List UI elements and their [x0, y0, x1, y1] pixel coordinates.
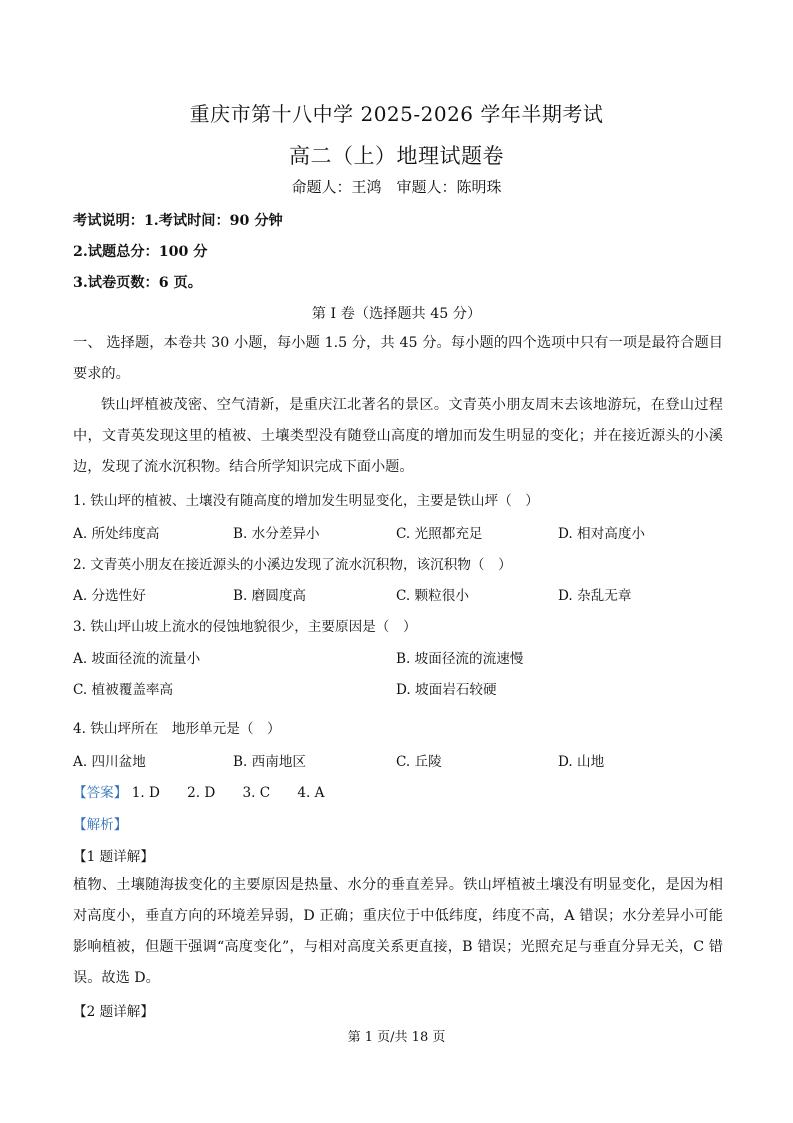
- question-4-option-c: C. 丘陵: [396, 754, 442, 770]
- question-2-option-d: D. 杂乱无章: [558, 588, 632, 604]
- q2-analysis-heading: 【2 题详解】: [73, 1004, 154, 1020]
- question-3-option-a: A. 坡面径流的流量小: [73, 651, 201, 667]
- exam-title: 重庆市第十八中学 2025-2026 学年半期考试: [189, 102, 604, 126]
- question-1-stem: 1. 铁山坪的植被、土壤没有随高度的增加发生明显变化，主要是铁山坪（ ）: [73, 493, 539, 509]
- answer-values: 1. D 2. D 3. C 4. A: [131, 785, 325, 801]
- q1-analysis-text: 植物、土壤随海拔变化的主要原因是热量、水分的垂直差异。铁山坪植被土壤没有明显变化，是因为相对高度小，垂直方向的环境差异弱，D 正确；重庆位于中低纬度，纬度不高，A 错误；水分差异小可能影响植被，但题干强调“高度变化”，与相对高度关系更直接，B 错误；光照充足与垂直分异无关，C 错误。故选 D。: [73, 877, 723, 986]
- question-3-option-b: B. 坡面径流的流速慢: [396, 651, 524, 667]
- exam-subtitle: 高二（上）地理试题卷: [289, 144, 504, 168]
- question-1-option-b: B. 水分差异小: [233, 526, 320, 542]
- section-heading: 第 I 卷（选择题共 45 分）: [311, 306, 482, 322]
- question-4-option-b: B. 西南地区: [233, 754, 307, 770]
- question-2-option-b: B. 磨圆度高: [233, 588, 307, 604]
- question-3-option-c: C. 植被覆盖率高: [73, 682, 174, 698]
- question-2-stem: 2. 文青英小朋友在接近源头的小溪边发现了流水沉积物，该沉积物（ ）: [73, 557, 512, 573]
- question-1-option-d: D. 相对高度小: [558, 526, 646, 542]
- question-2-option-a: A. 分选性好: [73, 588, 146, 604]
- authors-line: 命题人：王鸿 审题人：陈明珠: [291, 178, 502, 196]
- question-1-option-a: A. 所处纬度高: [73, 526, 160, 542]
- exam-info-time: 考试说明：1.考试时间：90 分钟: [73, 213, 283, 229]
- question-2-option-c: C. 颗粒很小: [396, 588, 469, 604]
- page-footer: 第 1 页/共 18 页: [347, 1030, 446, 1045]
- answer-tag: 【答案】: [73, 785, 128, 801]
- analysis-tag: 【解析】: [73, 817, 128, 833]
- question-3-option-d: D. 坡面岩石较硬: [396, 682, 497, 698]
- reading-passage: 铁山坪植被茂密、空气清新，是重庆江北著名的景区。文青英小朋友周末去该地游玩，在登山过程中，文青英发现这里的植被、土壤类型没有随登山高度的增加而发生明显的变化；并在接近源头的小溪边，发现了流水沉积物。结合所学知识完成下面小题。: [73, 397, 723, 475]
- question-4-stem: 4. 铁山坪所在 地形单元是（ ）: [73, 721, 281, 737]
- exam-info-pages: 3.试卷页数：6 页。: [73, 275, 202, 291]
- q1-analysis-heading: 【1 题详解】: [73, 849, 154, 865]
- section-instruction: 一、 选择题，本卷共 30 小题，每小题 1.5 分，共 45 分。每小题的四个选项中只有一项是最符合题目要求的。: [73, 335, 723, 382]
- question-3-stem: 3. 铁山坪山坡上流水的侵蚀地貌很少，主要原因是（ ）: [73, 619, 417, 635]
- exam-info-total: 2.试题总分：100 分: [73, 244, 208, 260]
- question-4-option-d: D. 山地: [558, 754, 605, 770]
- question-1-option-c: C. 光照都充足: [396, 526, 483, 542]
- answer-line: [73, 781, 324, 801]
- question-4-option-a: A. 四川盆地: [73, 754, 146, 770]
